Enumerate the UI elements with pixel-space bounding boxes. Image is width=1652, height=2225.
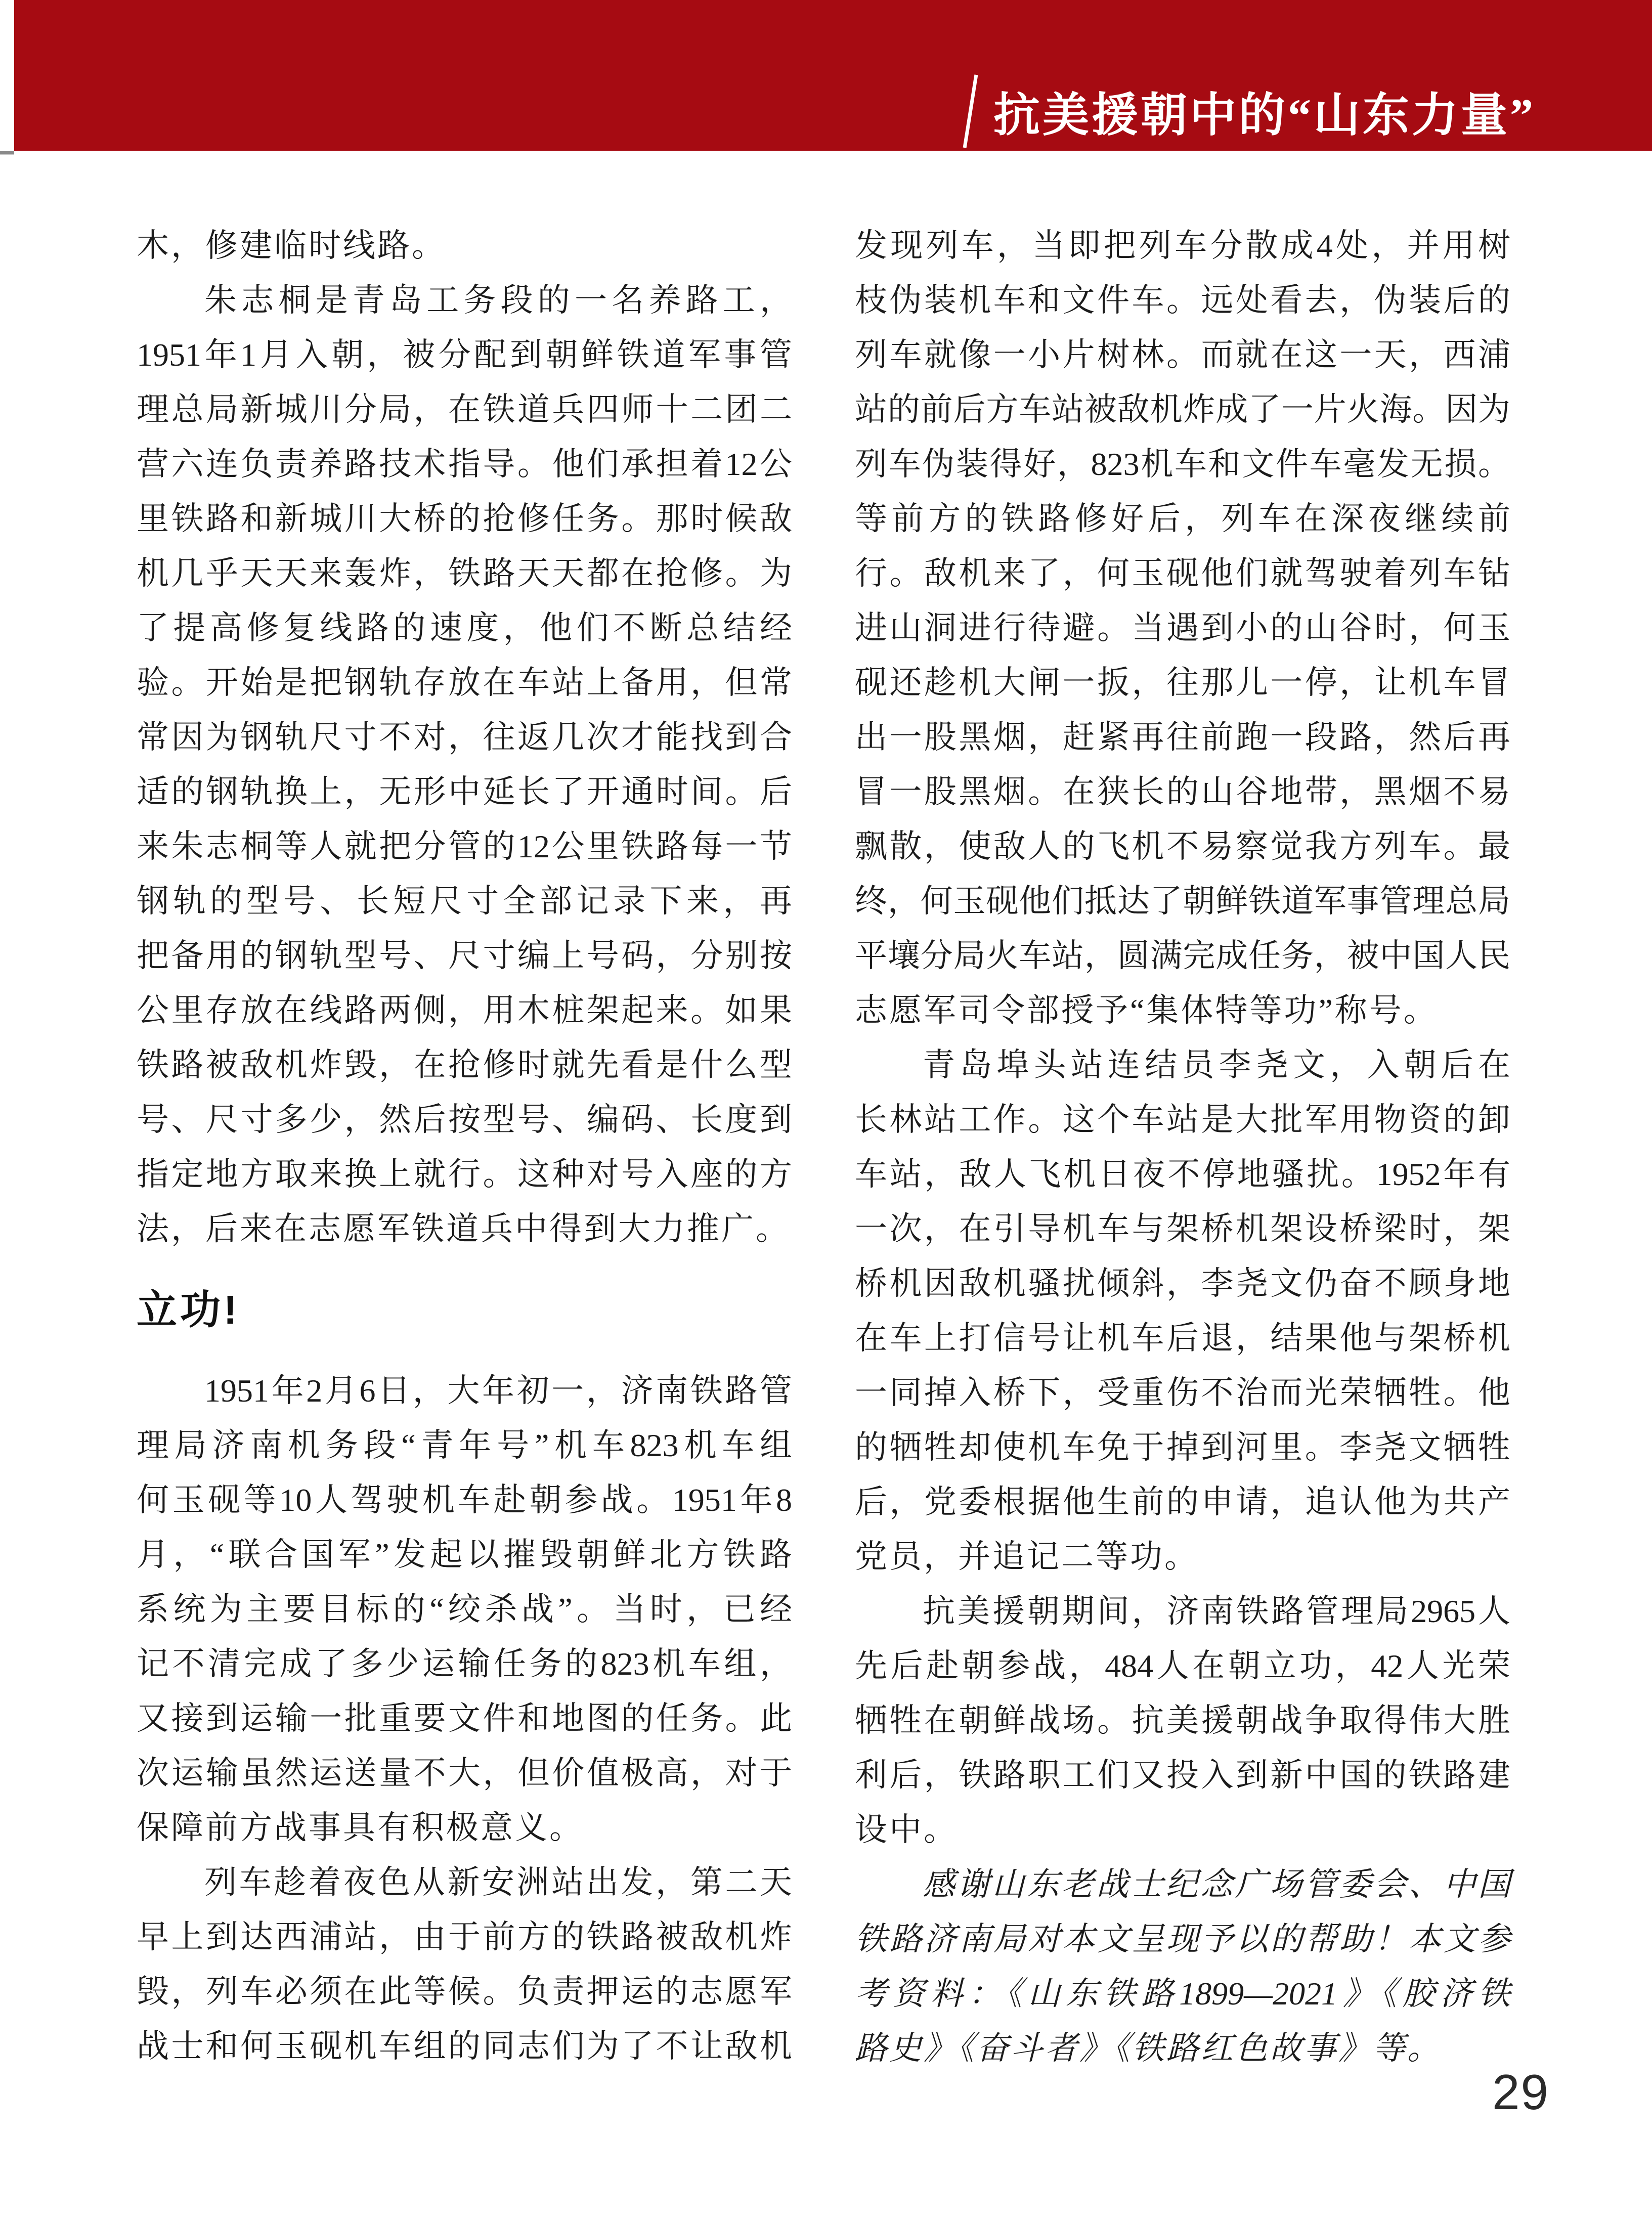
- text-line: 发现列车，当即把列车分散成4处，并用树: [855, 228, 1510, 264]
- text-line: 一次，在引导机车与架桥机架设桥梁时，架: [855, 1211, 1510, 1247]
- text-line: 路史》《奋斗者》《铁路红色故事》等。: [855, 2030, 1442, 2066]
- text-line: 后，党委根据他生前的申请，追认他为共产: [855, 1484, 1510, 1520]
- text-line: 号、尺寸多少，然后按型号、编码、长度到: [137, 1102, 792, 1138]
- text-line: 列车趁着夜色从新安洲站出发，第二天: [204, 1864, 792, 1900]
- left-column: [137, 219, 792, 2074]
- text-line: 桥机因敌机骚扰倾斜，李尧文仍奋不顾身地: [855, 1266, 1510, 1301]
- text-line: 朱志桐是青岛工务段的一名养路工，: [204, 282, 792, 318]
- text-line: 终，何玉砚他们抵达了朝鲜铁道军事管理总局: [855, 883, 1510, 919]
- text-line: 飘散，使敌人的飞机不易察觉我方列车。最: [855, 828, 1510, 864]
- page-title: 抗美援朝中的“山东力量”: [993, 90, 1536, 141]
- text-line: 适的钢轨换上，无形中延长了开通时间。后: [137, 774, 792, 810]
- text-line: 何玉砚等10人驾驶机车赴朝参战。1951年8: [137, 1482, 792, 1518]
- text-line: 等前方的铁路修好后，列车在深夜继续前: [855, 501, 1510, 537]
- text-line: 1951年1月入朝，被分配到朝鲜铁道军事管: [137, 337, 792, 373]
- text-line: 进山洞进行待避。当遇到小的山谷时，何玉: [855, 610, 1510, 646]
- text-line: 指定地方取来换上就行。这种对号入座的方: [137, 1156, 792, 1192]
- text-line: 一同掉入桥下，受重伤不治而光荣牺牲。他: [855, 1375, 1510, 1411]
- header-banner: [14, 0, 1652, 151]
- text-line: 法，后来在志愿军铁道兵中得到大力推广。: [137, 1211, 790, 1247]
- text-line: 保障前方战事具有积极意义。: [137, 1810, 584, 1846]
- header-banner-content: [969, 74, 1536, 149]
- text-line: 又接到运输一批重要文件和地图的任务。此: [137, 1700, 792, 1736]
- text-line: 常因为钢轨尺寸不对，往返几次才能找到合: [137, 719, 792, 755]
- text-line: 战士和何玉砚机车组的同志们为了不让敌机: [137, 2028, 792, 2064]
- text-line: 来朱志桐等人就把分管的12公里铁路每一节: [137, 828, 792, 864]
- text-line: 考资料：《山东铁路1899—2021》《胶济铁: [855, 1976, 1510, 2012]
- text-line: 理局济南机务段“青年号”机车823机车组: [137, 1427, 792, 1463]
- text-line: 长林站工作。这个车站是大批军用物资的卸: [855, 1102, 1510, 1138]
- text-line: 站的前后方车站被敌机炸成了一片火海。因为: [855, 391, 1510, 427]
- text-line: 钢轨的型号、长短尺寸全部记录下来，再: [137, 883, 792, 919]
- text-line: 系统为主要目标的“绞杀战”。当时，已经: [137, 1591, 792, 1627]
- text-line: 抗美援朝期间，济南铁路管理局2965人: [923, 1593, 1510, 1629]
- text-line: 验。开始是把钢轨存放在车站上备用，但常: [137, 665, 792, 701]
- text-line: 月，“联合国军”发起以摧毁朝鲜北方铁路: [137, 1537, 792, 1573]
- text-line: 铁路被敌机炸毁，在抢修时就先看是什么型: [137, 1047, 792, 1083]
- text-line: 利后，铁路职工们又投入到新中国的铁路建: [855, 1757, 1510, 1793]
- text-line: 砚还趁机大闸一扳，往那儿一停，让机车冒: [855, 665, 1510, 701]
- text-line: 了提高修复线路的速度，他们不断总结经: [137, 610, 792, 646]
- text-line: 冒一股黑烟。在狭长的山谷地带，黑烟不易: [855, 774, 1510, 810]
- text-line: 青岛埠头站连结员李尧文，入朝后在: [923, 1047, 1510, 1083]
- text-line: 铁路济南局对本文呈现予以的帮助！本文参: [855, 1921, 1510, 1957]
- text-line: 牺牲在朝鲜战场。抗美援朝战争取得伟大胜: [855, 1703, 1510, 1738]
- text-line: 车站，敌人飞机日夜不停地骚扰。1952年有: [855, 1156, 1510, 1192]
- diagonal-slash-icon: [963, 74, 978, 148]
- text-line: 毁，列车必须在此等候。负责押运的志愿军: [137, 1974, 792, 2010]
- text-line: 机几乎天天来轰炸，铁路天天都在抢修。为: [137, 555, 792, 591]
- text-line: 平壤分局火车站，圆满完成任务，被中国人民: [855, 938, 1510, 974]
- text-line: 把备用的钢轨型号、尺寸编上号码，分别按: [137, 938, 792, 974]
- page-number: 29: [1492, 2064, 1550, 2120]
- text-line: 营六连负责养路技术指导。他们承担着12公: [137, 446, 792, 482]
- text-line: 次运输虽然运送量不大，但价值极高，对于: [137, 1755, 792, 1791]
- text-line: 早上到达西浦站，由于前方的铁路被敌机炸: [137, 1919, 792, 1955]
- text-line: 理总局新城川分局，在铁道兵四师十二团二: [137, 391, 792, 427]
- section-heading: 立功!: [137, 1287, 240, 1332]
- text-line: 志愿军司令部授予“集体特等功”称号。: [855, 992, 1438, 1028]
- text-line: 在车上打信号让机车后退，结果他与架桥机: [855, 1320, 1510, 1356]
- text-line: 记不清完成了多少运输任务的823机车组，: [137, 1646, 792, 1682]
- text-line: 列车伪装得好，823机车和文件车毫发无损。: [855, 446, 1510, 482]
- text-line: 先后赴朝参战，484人在朝立功，42人光荣: [855, 1648, 1510, 1684]
- right-column: [855, 219, 1510, 2076]
- left-edge-tick: [0, 151, 14, 155]
- text-line: 里铁路和新城川大桥的抢修任务。那时候敌: [137, 501, 792, 537]
- text-line: 木，修建临时线路。: [137, 228, 446, 264]
- text-line: 设中。: [855, 1812, 958, 1848]
- text-line: 感谢山东老战士纪念广场管委会、中国: [923, 1866, 1510, 1902]
- text-line: 的牺牲却使机车免于掉到河里。李尧文牺牲: [855, 1429, 1510, 1465]
- text-line: 列车就像一小片树林。而就在这一天，西浦: [855, 337, 1510, 373]
- text-line: 枝伪装机车和文件车。远处看去，伪装后的: [855, 282, 1510, 318]
- text-line: 出一股黑烟，赶紧再往前跑一段路，然后再: [855, 719, 1510, 755]
- text-line: 党员，并追记二等功。: [855, 1539, 1199, 1575]
- text-line: 行。敌机来了，何玉砚他们就驾驶着列车钻: [855, 555, 1510, 591]
- text-line: 公里存放在线路两侧，用木桩架起来。如果: [137, 992, 792, 1028]
- text-line: 1951年2月6日，大年初一，济南铁路管: [204, 1373, 792, 1409]
